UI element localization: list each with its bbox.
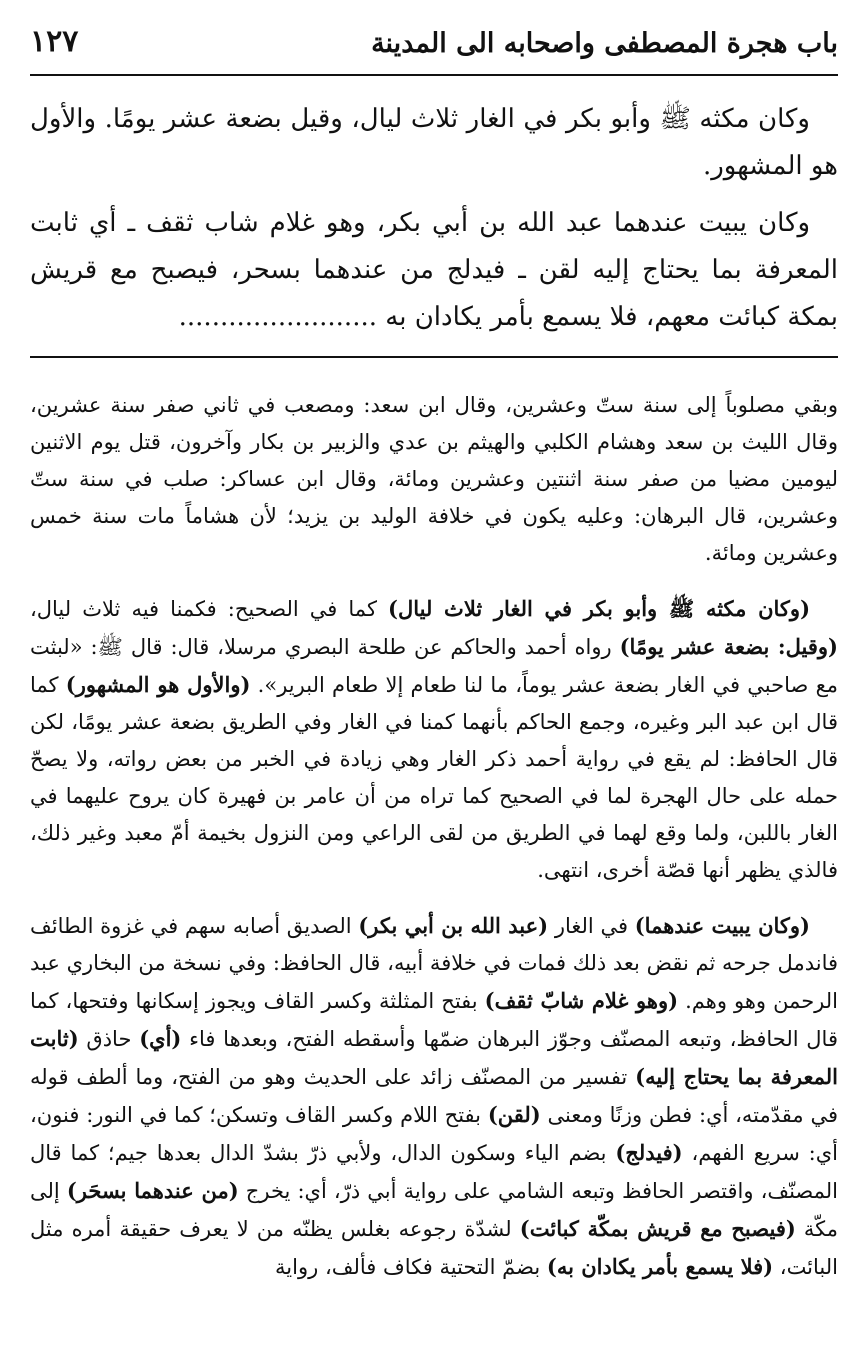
main-paragraph: وكان يبيت عندهما عبد الله بن أبي بكر، وهو غلام شاب ثقف ـ أي ثابت المعرفة بما يحتاج إليه لقن ـ فيدلج من عندهما بسحر، فيصبح مع قريش بمكة كبائت معهم، فلا يسمع بأمر يكادان به ........................ xyxy=(30,208,838,332)
page-number: ١٢٧ xyxy=(30,24,79,59)
quoted-matn: (وقيل: بضعة عشر يومًا) xyxy=(619,634,838,659)
commentary xyxy=(30,387,838,1304)
quoted-matn: (من عندهما بسحَر) xyxy=(66,1178,239,1203)
quoted-matn: (والأول هو المشهور) xyxy=(65,672,251,697)
commentary-paragraph xyxy=(30,907,838,1286)
quoted-matn: (ثابت المعرفة بما يحتاج إليه) xyxy=(30,1026,838,1089)
quoted-matn: (وهو غلام شابّ ثقف) xyxy=(484,988,679,1013)
quoted-matn: (لقن) xyxy=(487,1102,541,1127)
commentary-paragraph: وبقي مصلوباً إلى سنة ستّ وعشرين، وقال ابن سعد: ومصعب في ثاني صفر سنة عشرين، وقال الليث بن سعد وهشام الكلبي والهيثم بن عدي والزبير بن بكار وآخرون، قتل يوم الاثنين ليومين مضيا من صفر سنة اثنتين وعشرين ومائة، وقال ابن عساكر: صلب في سنة ستّ وعشرين، قال البرهان: وعليه يكون في خلافة الوليد بن يزيد؛ لأن هشاماً مات سنة خمس وعشرين ومائة. xyxy=(30,393,838,565)
commentary-text: بضمّ التحتية فكاف فألف، رواية xyxy=(275,1255,547,1279)
commentary-text: رواه أحمد والحاكم عن طلحة البصري مرسلا، قال: قال ﷺ: «لبثت مع صاحبي في الغار بضعة عشر يوماً، ما لنا طعام إلا طعام البرير». xyxy=(30,635,839,697)
commentary-text: كما قال ابن عبد البر وغيره، وجمع الحاكم بأنهما كمنا في الغار وفي الطريق بضعة عشر يومًا، لكن قال الحافظ: لم يقع في رواية أحمد ذكر الغار وهي زيادة في الخبر من بعض رواته، ولا يصحّ حمله على حال الهجرة لما في الصحيح كما تراه من أن عامر بن فهيرة كان يروح عليهما في الغار باللبن، ولما وقع لهما في الطريق من لقى الراعي ومن النزول بخيمة أمّ معبد وغير ذلك، فالذي يظهر أنها قصّة أخرى، انتهى. xyxy=(30,673,838,882)
footnote-separator xyxy=(30,356,838,358)
main-text xyxy=(30,96,838,351)
commentary-text: لشدّة رجوعه بغلس يظنّه من لا يعرف حقيقة أمره مثل البائت، xyxy=(30,1217,838,1279)
main-paragraph: وكان مكثه ﷺ وأبو بكر في الغار ثلاث ليال، وقيل بضعة عشر يومًا. والأول هو المشهور. xyxy=(30,104,838,181)
commentary-text: بضم الياء وسكون الدال، ولأبي ذرّ بشدّ الدال بعدها جيم؛ كما قال المصنّف، واقتصر الحافظ وتبعه الشامي على رواية أبي ذرّ، أي: يخرج xyxy=(30,1141,839,1203)
commentary-text: حاذق xyxy=(78,1027,140,1051)
quoted-matn: (وكان يبيت عندهما) xyxy=(634,913,810,938)
quoted-matn: (فلا يسمع بأمر يكادان به) xyxy=(546,1254,774,1279)
quoted-matn: (فيصبح مع قريش بمكّة كبائت) xyxy=(519,1216,796,1241)
commentary-text: الصديق أصابه سهم في غزوة الطائف فاندمل جرحه ثم نقض بعد ذلك فمات في خلافة أبيه، قال الحافظ: وفي نسخة من البخاري عبد الرحمن وهو وهم. xyxy=(30,914,838,1013)
commentary-text: في الغار xyxy=(548,914,635,938)
quoted-matn: (وكان مكثه ﷺ وأبو بكر في الغار ثلاث ليال) xyxy=(388,596,810,621)
commentary-paragraph xyxy=(30,590,838,889)
commentary-text: إلى مكّة xyxy=(30,1179,838,1241)
quoted-matn: (أي) xyxy=(139,1026,182,1051)
quoted-matn: (فيدلج) xyxy=(615,1140,683,1165)
running-title: باب هجرة المصطفى واصحابه الى المدينة xyxy=(371,28,838,59)
commentary-text: تفسير من المصنّف زائد على الحديث وهو من الفتح، وما ألطف قوله في مقدّمته، أي: فطن وزنًا ومعنى xyxy=(30,1065,838,1127)
quoted-matn: (عبد الله بن أبي بكر) xyxy=(358,913,549,938)
commentary-text: بفتح المثلثة وكسر القاف ويجوز إسكانها وفتحها، كما قال الحافظ، وتبعه المصنّف وجوّز البرهان ضمّها وأسقطه الفتح، وبعدها فاء xyxy=(30,989,838,1051)
page-header xyxy=(30,22,838,76)
commentary-text: كما في الصحيح: فكمنا فيه ثلاث ليال، xyxy=(30,597,389,621)
commentary-text: بفتح اللام وكسر القاف وتسكن؛ كما في النور: فنون، أي: سريع الفهم، xyxy=(30,1103,838,1165)
